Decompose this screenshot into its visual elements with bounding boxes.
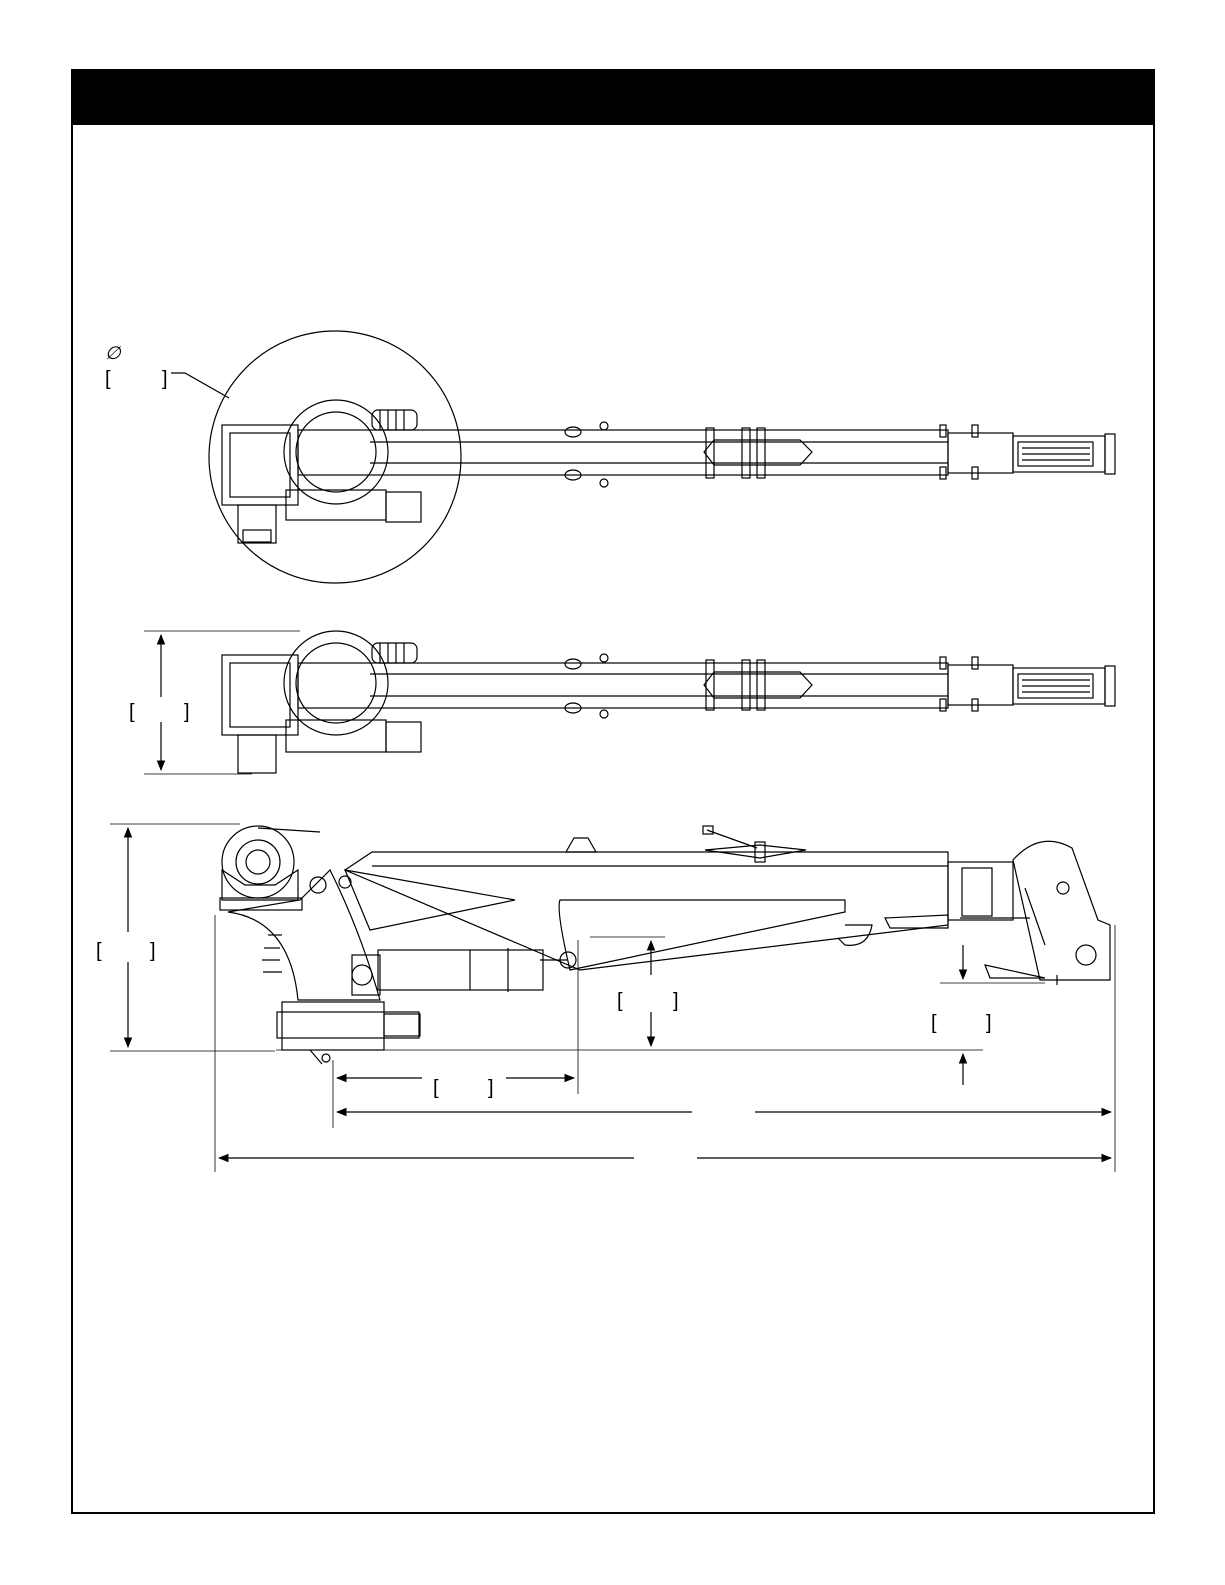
rotation-circle (209, 331, 461, 583)
width-bracket-right: ] (184, 701, 190, 723)
width-bracket-left: [ (129, 701, 135, 723)
side-view (96, 824, 1115, 1172)
height-bracket-left: [ (96, 940, 102, 962)
diameter-bracket-left: [ (105, 368, 111, 390)
page-frame (72, 70, 1154, 1513)
diameter-symbol: ∅ (105, 343, 121, 363)
header-band (72, 70, 1154, 125)
diameter-bracket-right: ] (162, 368, 168, 390)
top-view-rotation (105, 331, 1115, 583)
pivot-offset-bracket-left: [ (433, 1077, 439, 1099)
tip-clearance-bracket-right: ] (986, 1012, 992, 1034)
height-bracket-right: ] (150, 940, 156, 962)
tip-clearance-bracket-left: [ (931, 1012, 937, 1034)
rotation-leader (171, 373, 229, 398)
pivot-height-bracket-right: ] (673, 990, 679, 1012)
pivot-offset-bracket-right: ] (488, 1077, 494, 1099)
top-view (129, 631, 1115, 774)
pivot-height-bracket-left: [ (617, 990, 623, 1012)
